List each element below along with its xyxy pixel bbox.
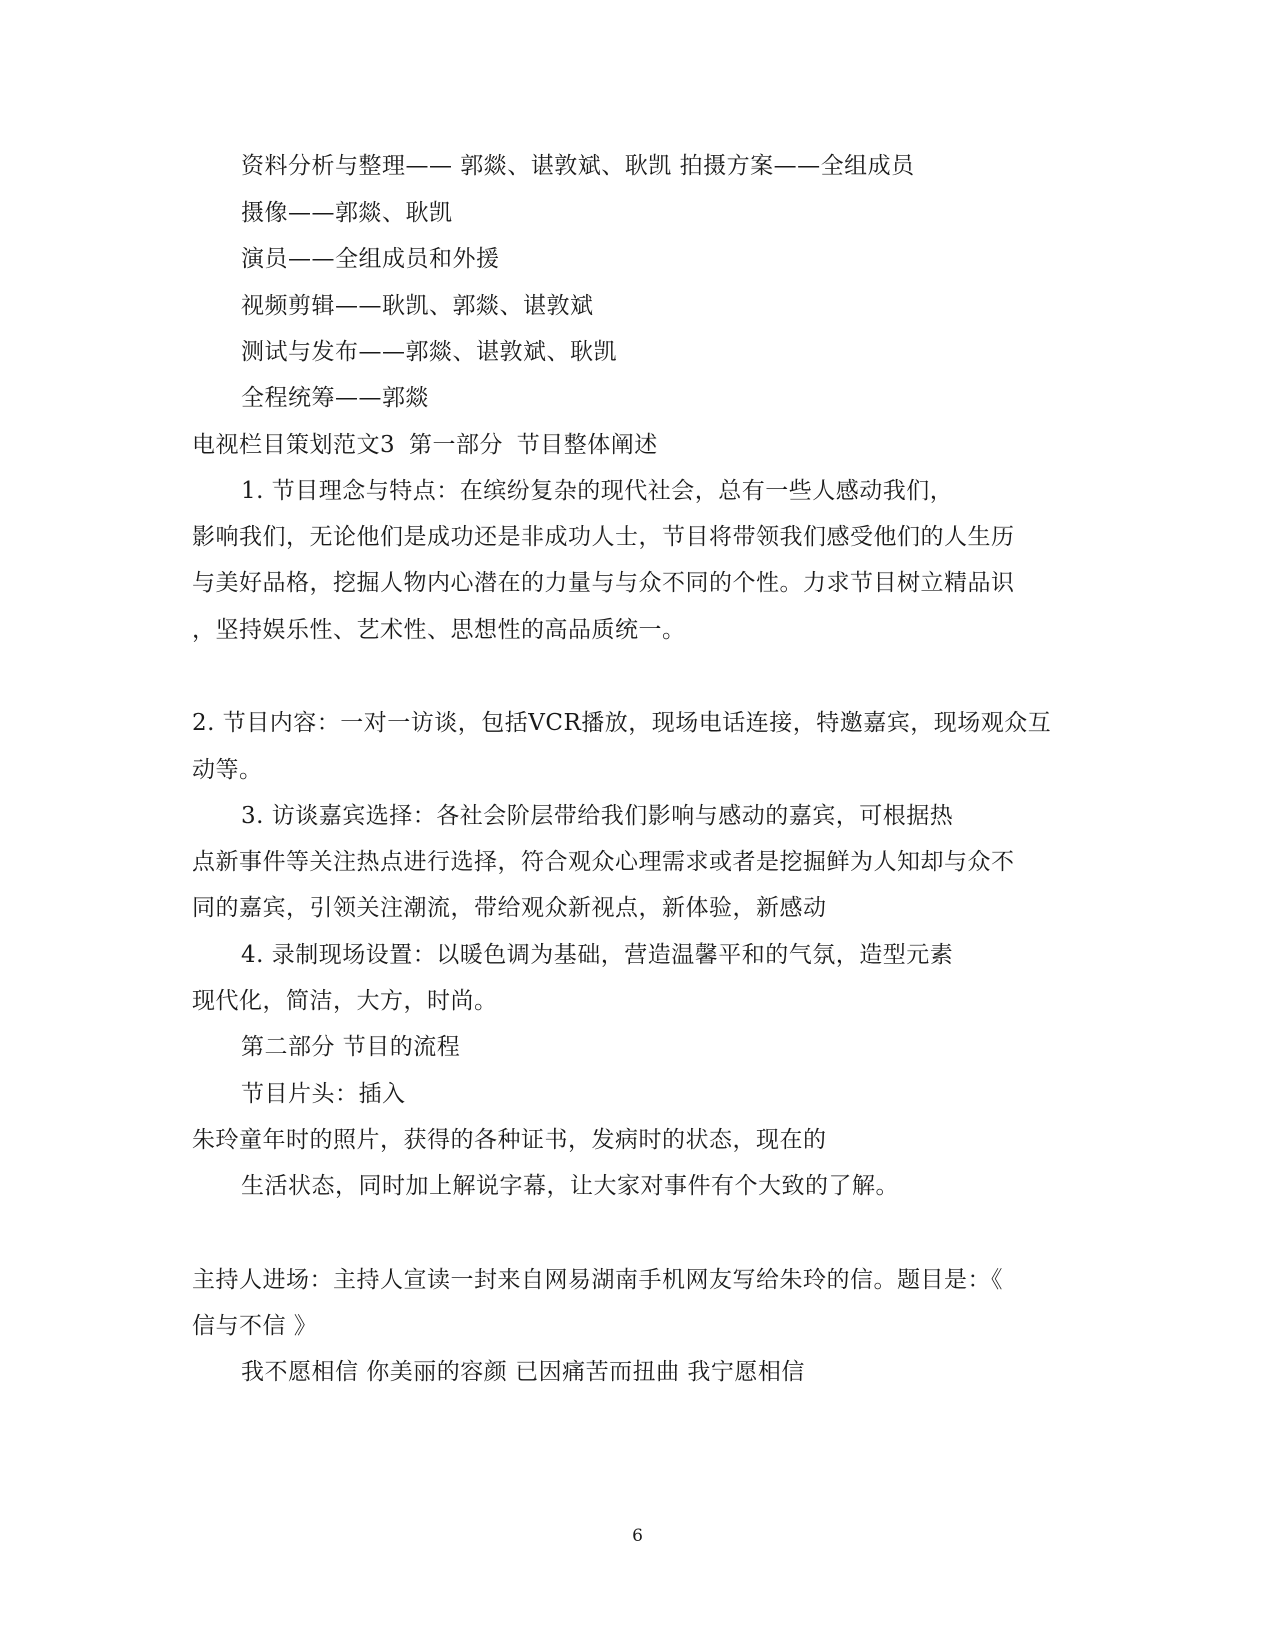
text-line-set-2: 现代化，简洁，大方，时尚。 [192, 988, 498, 1014]
text-line-staff-editing: 视频剪辑——耿凯、郭燚、谌敦斌 [241, 293, 594, 319]
text-line-staff-analysis: 资料分析与整理—— 郭燚、谌敦斌、耿凯 拍摄方案——全组成员 [241, 153, 915, 179]
text-line-content-2: 动等。 [192, 757, 263, 783]
text-line-host-2: 信与不信 》 [192, 1313, 318, 1339]
text-line-concept-1: 1. 节目理念与特点：在缤纷复杂的现代社会，总有一些人感动我们， [241, 478, 954, 504]
page-number: 6 [632, 1526, 643, 1546]
text-line-staff-camera: 摄像——郭燚、耿凯 [241, 200, 453, 226]
text-line-host-1: 主持人进场：主持人宣读一封来自网易湖南手机网友写给朱玲的信。题目是：《 [192, 1267, 1003, 1293]
text-line-opening-3: 生活状态，同时加上解说字幕，让大家对事件有个大致的了解。 [241, 1173, 899, 1199]
text-line-poem-1: 我不愿相信 你美丽的容颜 已因痛苦而扭曲 我宁愿相信 [241, 1359, 805, 1385]
text-line-concept-4: ，坚持娱乐性、艺术性、思想性的高品质统一。 [192, 617, 686, 643]
text-line-concept-2: 影响我们，无论他们是成功还是非成功人士，节目将带领我们感受他们的人生历 [192, 524, 1015, 550]
text-line-content-1: 2. 节目内容：一对一访谈，包括VCR播放，现场电话连接，特邀嘉宾，现场观众互 [192, 710, 1052, 736]
text-line-opening-1: 节目片头：插入 [241, 1081, 406, 1107]
text-line-set-1: 4. 录制现场设置：以暖色调为基础，营造温馨平和的气氛，造型元素 [241, 942, 954, 968]
text-line-concept-3: 与美好品格，挖掘人物内心潜在的力量与与众不同的个性。力求节目树立精品识 [192, 570, 1015, 596]
section-heading-part-one: 电视栏目策划范文3 第一部分 节目整体阐述 [192, 432, 658, 458]
text-line-guests-2: 点新事件等关注热点进行选择，符合观众心理需求或者是挖掘鲜为人知却与众不 [192, 849, 1015, 875]
text-line-guests-3: 同的嘉宾，引领关注潮流，带给观众新视点，新体验，新感动 [192, 895, 827, 921]
text-line-opening-2: 朱玲童年时的照片，获得的各种证书，发病时的状态，现在的 [192, 1127, 827, 1153]
section-heading-part-two: 第二部分 节目的流程 [241, 1034, 461, 1060]
text-line-staff-actors: 演员——全组成员和外援 [241, 246, 500, 272]
text-line-staff-testing: 测试与发布——郭燚、谌敦斌、耿凯 [241, 339, 617, 365]
text-line-staff-coordination: 全程统筹——郭燚 [241, 385, 429, 411]
text-line-guests-1: 3. 访谈嘉宾选择：各社会阶层带给我们影响与感动的嘉宾，可根据热 [241, 803, 954, 829]
